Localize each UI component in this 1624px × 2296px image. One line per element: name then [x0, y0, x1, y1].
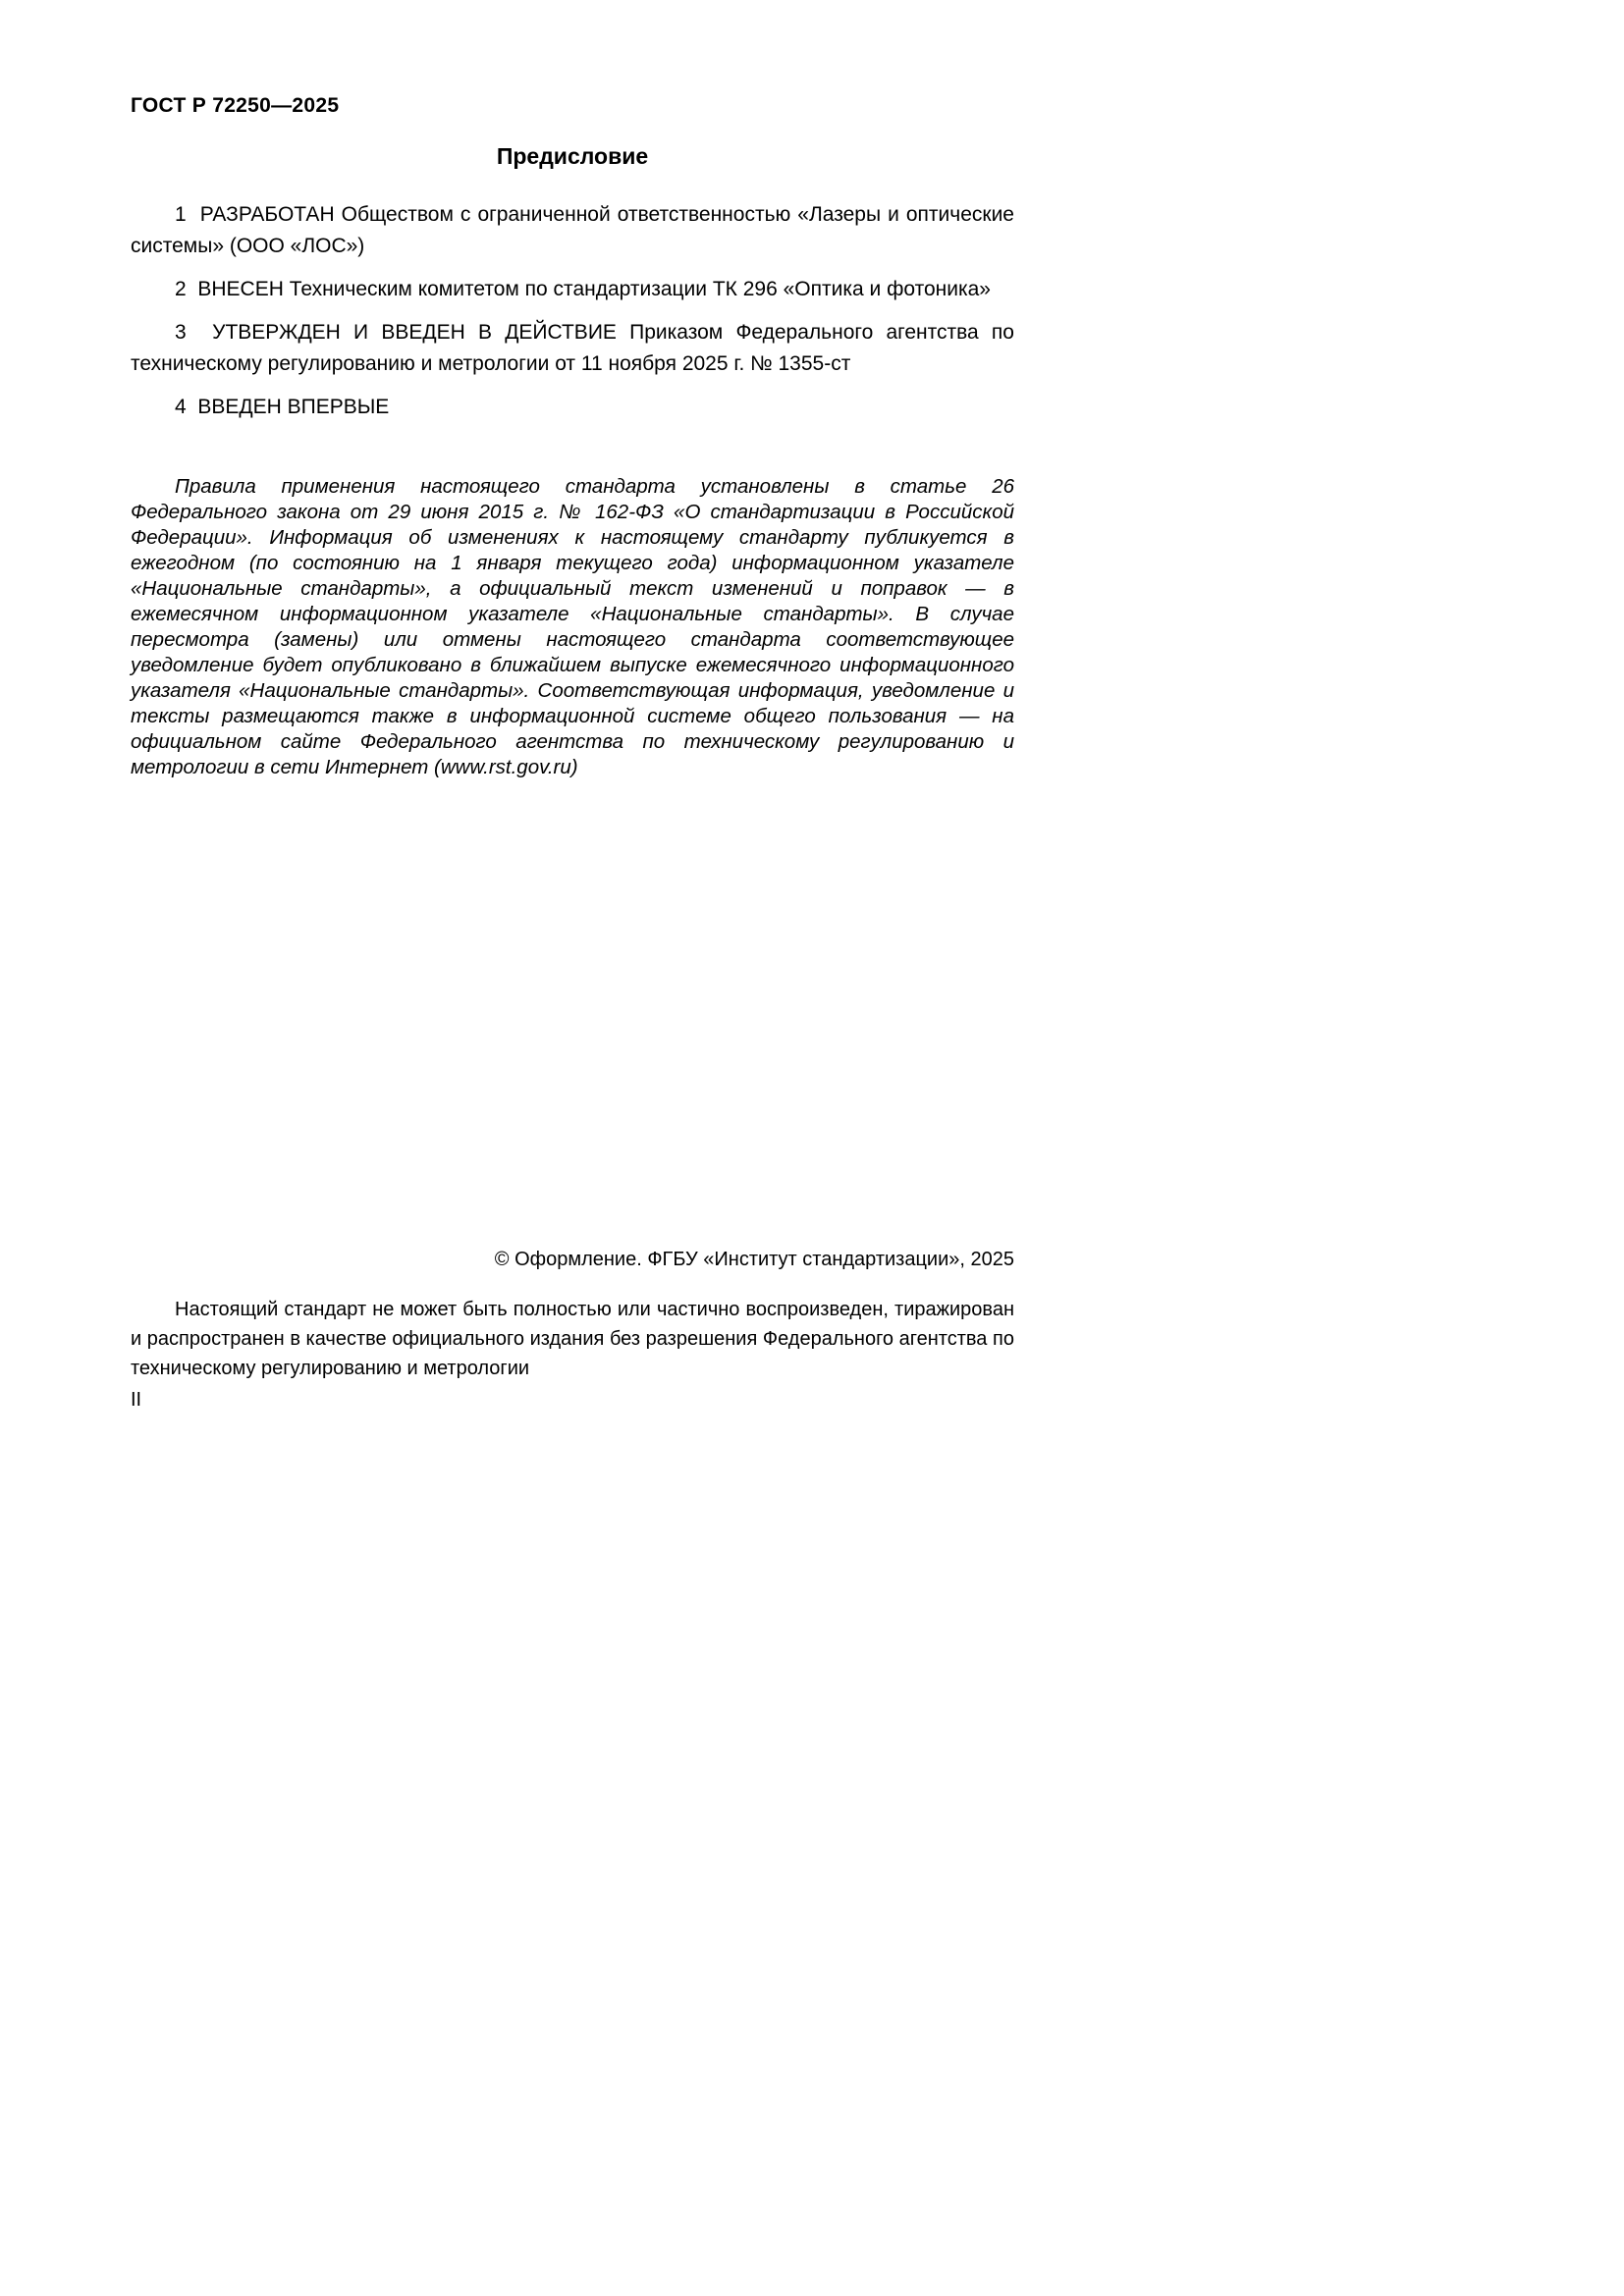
- content-column: [131, 94, 1020, 780]
- document-code: ГОСТ Р 72250—2025: [131, 94, 340, 117]
- foreword-item-3: 3 УТВЕРЖДЕН И ВВЕДЕН В ДЕЙСТВИЕ Приказом Федерального агентства по техническому регулированию и метрологии от 11 ноября 2025 г. № 1355-ст: [131, 321, 1020, 375]
- foreword-item-1: 1 РАЗРАБОТАН Обществом с ограниченной ответственностью «Лазеры и оптические системы» (ООО «ЛОС»): [131, 203, 1020, 257]
- legal-notice: Правила применения настоящего стандарта установлены в статье 26 Федерального закона от 29 июня 2015 г. № 162-ФЗ «О стандартизации в Российской Федерации». Информация об изменениях к настоящему стандарту публикуется в ежегодном (по состоянию на 1 января текущего года) информационном указателе «Национальные стандарты», а официальный текст изменений и поправок — в ежемесячном информационном указателе «Национальные стандарты». В случае пересмотра (замены) или отмены настоящего стандарта соответствующее уведомление будет опубликовано в ближайшем выпуске ежемесячного информационного указателя «Национальные стандарты». Соответствующая информация, уведомление и тексты размещаются также в информационной системе общего пользования — на официальном сайте Федерального агентства по техническому регулированию и метрологии в сети Интернет (www.rst.gov.ru): [131, 475, 1014, 778]
- footer-block: [131, 1249, 1014, 1412]
- page-number: II: [131, 1389, 142, 1411]
- page-title: Предисловие: [496, 143, 649, 169]
- copyright-line: © Оформление. ФГБУ «Институт стандартизации», 2025: [494, 1249, 1014, 1270]
- restriction-paragraph: Настоящий стандарт не может быть полностью или частично воспроизведен, тиражирован и распространен в качестве официального издания без разрешения Федерального агентства по техническому регулированию и метрологии: [131, 1299, 1014, 1379]
- foreword-item-4: 4 ВВЕДЕН ВПЕРВЫЕ: [175, 396, 390, 418]
- foreword-item-2: 2 ВНЕСЕН Техническим комитетом по стандартизации ТК 296 «Оптика и фотоника»: [175, 278, 991, 300]
